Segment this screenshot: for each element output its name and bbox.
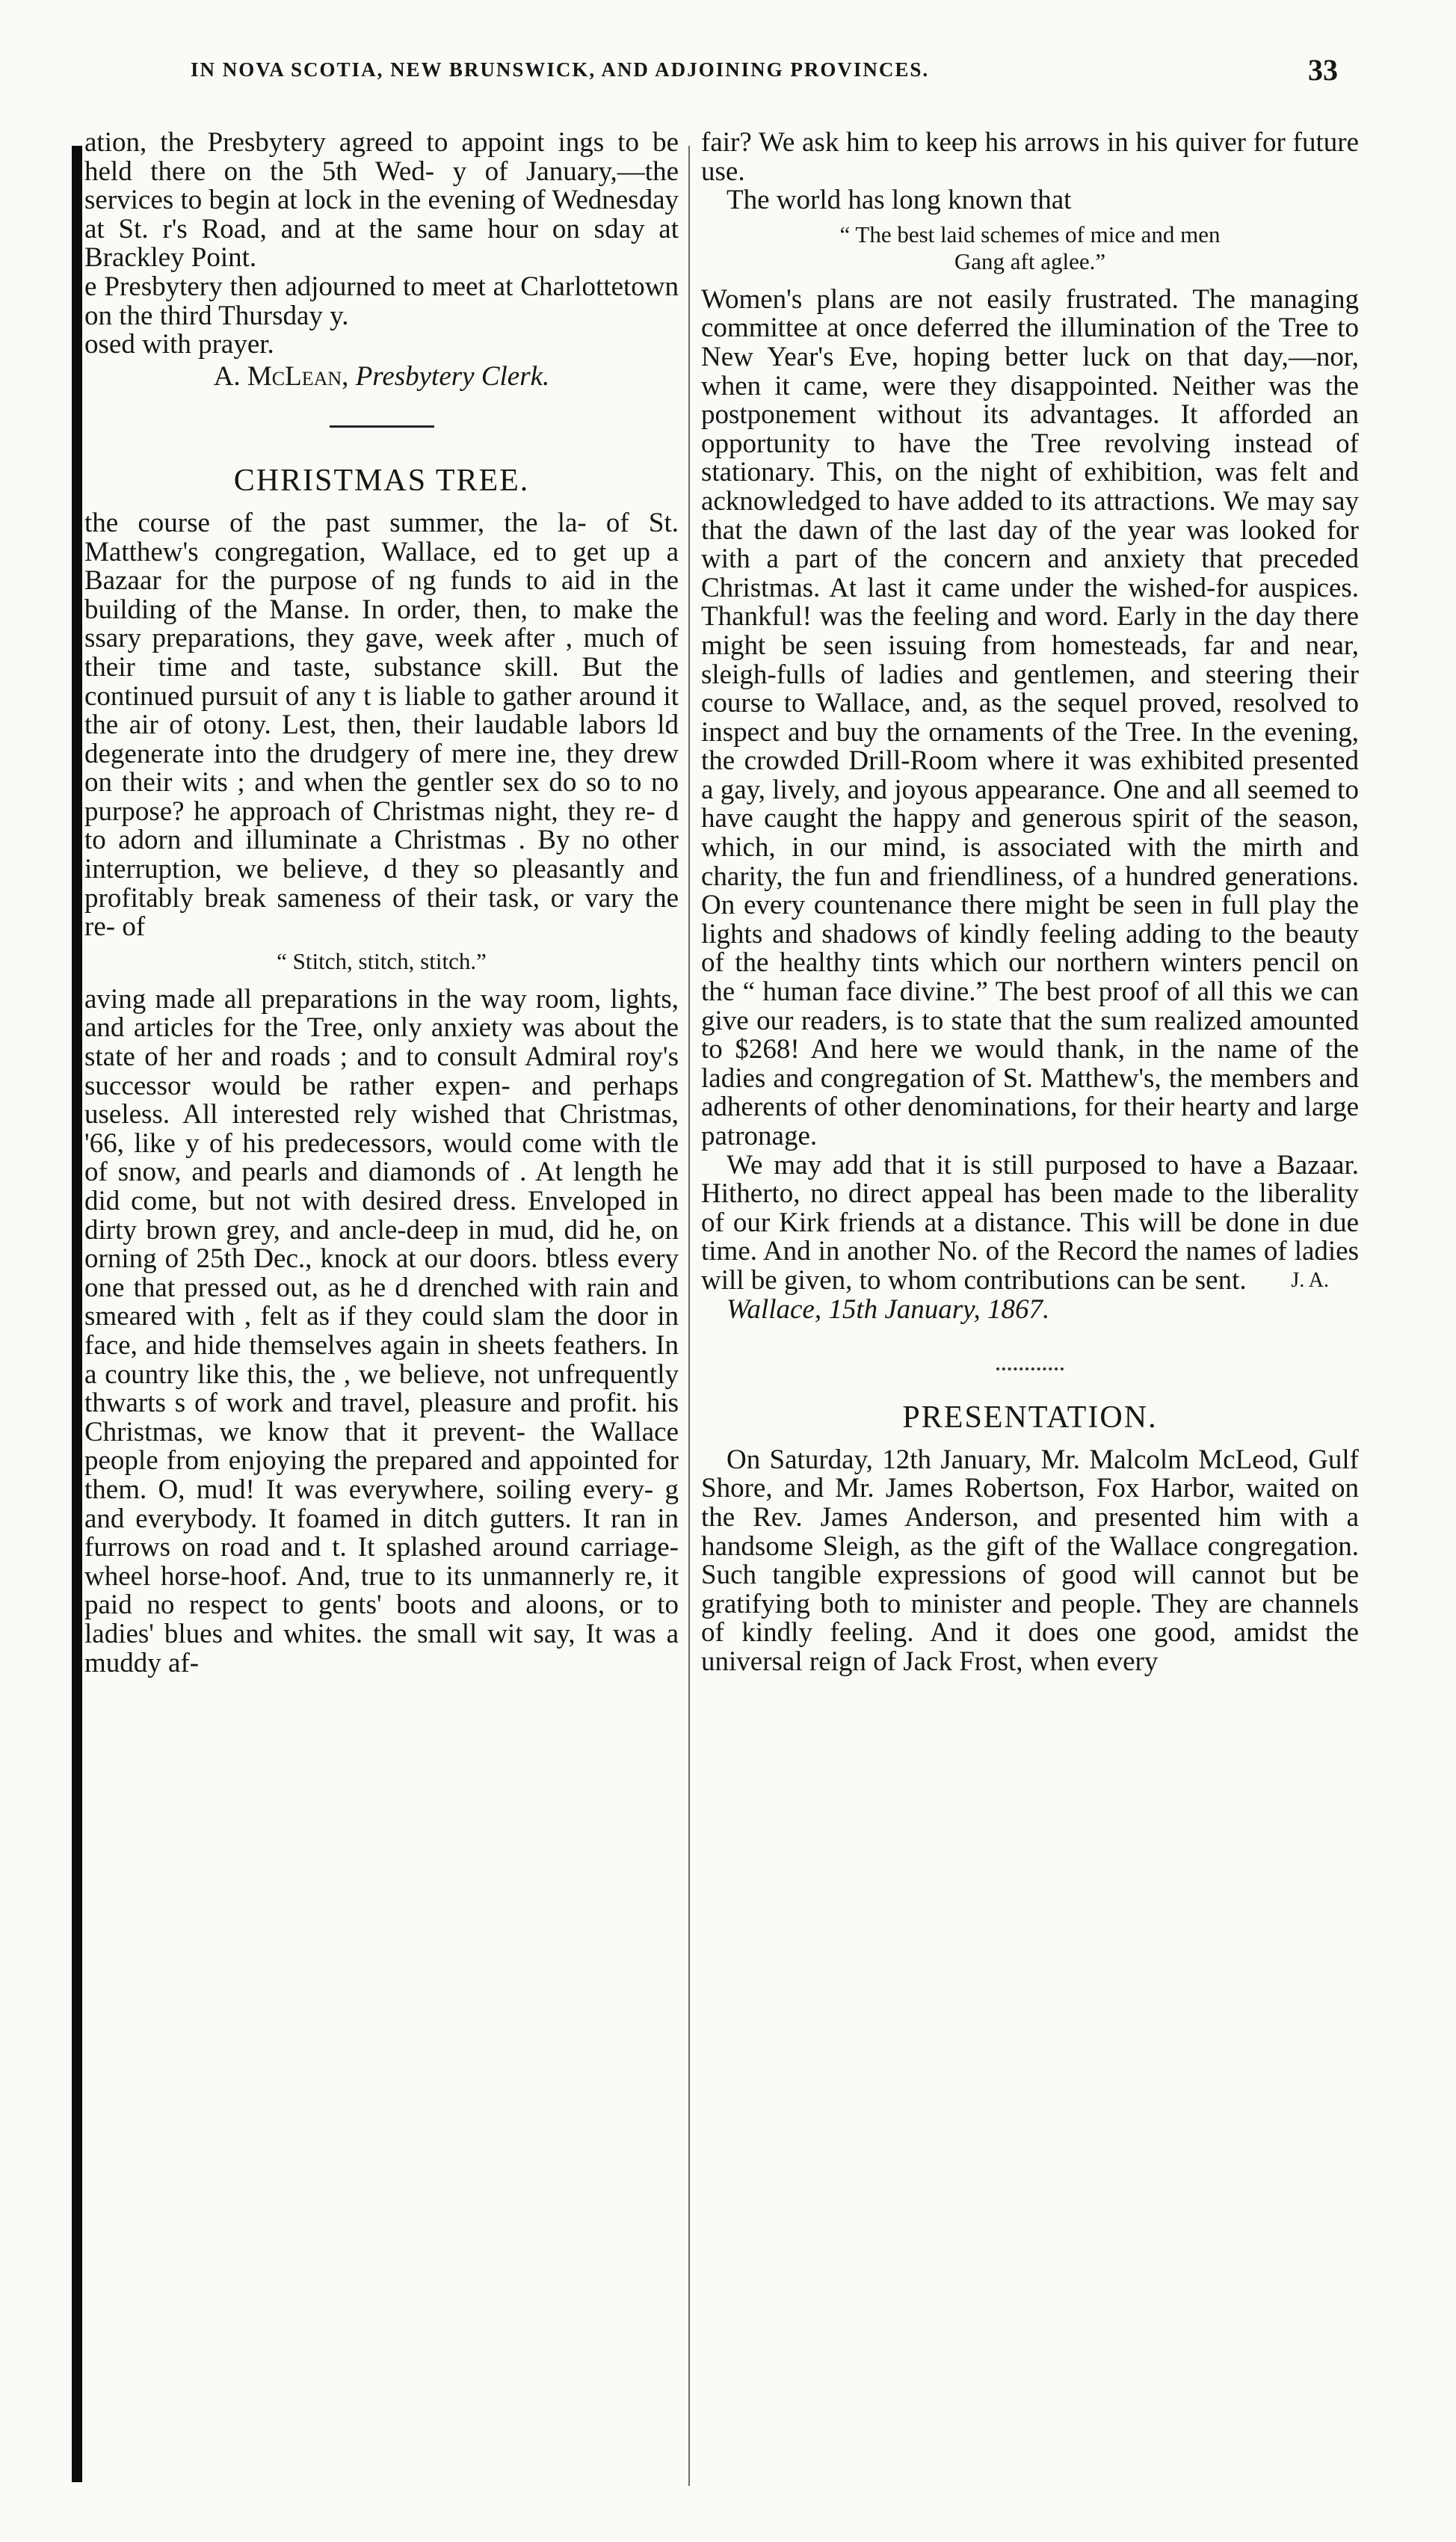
left-margin-bar	[72, 146, 82, 2482]
continuation-paragraph: fair? We ask him to keep his arrows in his quiver for future use.	[701, 129, 1359, 187]
bazaar-paragraph	[701, 1151, 1359, 1296]
right-column	[701, 129, 1359, 2499]
section-rule	[330, 425, 434, 428]
burns-quote-line-2: Gang aft aglee.”	[954, 247, 1106, 274]
burns-quote	[701, 221, 1359, 275]
left-column	[84, 129, 679, 2499]
christmas-tree-heading: CHRISTMAS TREE.	[233, 464, 530, 499]
stitch-quote: “ Stitch, stitch, stitch.”	[277, 947, 487, 974]
christmas-paragraph-1: the course of the past summer, the la- of St. Matthew's congregation, Wallace, ed to get up a Bazaar for the purpose of ng funds to aid in the building of the Manse. In order, then, to make the ssary preparations, they gave, week after , much of their time and taste, substance skill. But the continued pursuit of any t is liable to gather around it the air of otony. Lest, then, their laudable labors ld degenerate into the drudgery of mere ine, they drew on their wits ; and when the gentler sex do so to no purpose? he approach of Christmas night, they re- d to adorn and illuminate a Christmas . By no other interruption, we believe, d they so pleasantly and profitably break sameness of their task, or vary the re- of	[84, 507, 679, 943]
dateline: Wallace, 15th January, 1867.	[727, 1293, 1050, 1325]
signature-role: Presbytery Clerk.	[355, 360, 550, 392]
dotted-rule	[996, 1367, 1064, 1370]
running-title: IN NOVA SCOTIA, NEW BRUNSWICK, AND ADJOINING PROVINCES.	[191, 58, 930, 81]
presbytery-paragraph-3: osed with prayer.	[84, 329, 274, 360]
column-divider	[688, 146, 690, 2486]
presbytery-paragraph-1: ation, the Presbytery agreed to appoint ings to be held there on the 5th Wed- y of January,—the services to begin at lock in the evening of Wednesday at St. r's Road, and at the same hour on sday at Brackley Point.	[84, 129, 679, 274]
presbytery-paragraph-2: e Presbytery then adjourned to meet at Charlottetown on the third Thursday y.	[84, 271, 679, 331]
presentation-paragraph: On Saturday, 12th January, Mr. Malcolm McLeod, Gulf Shore, and Mr. James Robertson, Fox Harbor, waited on the Rev. James Anderson, and presented him with a handsome Sleigh, as the gift of the Wallace congregation. Such tangible expressions of good will cannot but be gratifying both to minister and people. They are channels of kindly feeling. And it does one good, amidst the universal reign of Jack Frost, when every	[701, 1444, 1359, 1677]
initials: J. A.	[1291, 1268, 1329, 1292]
world-known-line: The world has long known that	[727, 185, 1072, 216]
page-number: 33	[1308, 53, 1338, 87]
presentation-heading: PRESENTATION.	[902, 1400, 1158, 1435]
womens-plans-paragraph: Women's plans are not easily frustrated. The managing committee at once deferred the illumination of the Tree to New Year's Eve, hoping better luck on that day,—nor, when it came, were they disappointed. Neither was the postponement without its advantages. It afforded an opportunity to have the Tree revolving instead of stationary. This, on the night of exhibition, was felt and acknowledged to have added to its attractions. We may say that the dawn of the last day of the year was looked for with a part of the concern and anxiety that preceded Christmas. At last it came under the wished-for auspices. Thankful! was the feeling and word. Early in the day there might be seen issuing from homesteads, far and near, sleigh-fulls of ladies and gentlemen, and steering their course to Wallace, and, as the sequel proved, resolved to inspect and buy the ornaments of the Tree. In the evening, the crowded Drill-Room where it was exhibited presented a gay, lively, and joyous appearance. One and all seemed to have caught the happy and generous spirit of the season, which, in our mind, is associated with the mirth and charity, the fun and friendliness, of a hundred generations. On every countenance there might be seen in full play the lights and shadows of kindly feeling adding to the beauty of the healthy tints which our northern winters pencil on the “ human face divine.” The best proof of all this we can give our readers, is to state that the sum realized amounted to $268! And here we would thank, in the name of the ladies and congregation of St. Matthew's, the members and adherents of other denominations, for their hearty and large patronage.	[701, 283, 1359, 1151]
signature-name: A. McLean,	[213, 360, 349, 392]
bazaar-text: We may add that it is still purposed to have a Bazaar. Hitherto, no direct appeal has been made to the liberality of our Kirk friends at a distance. This will be done in due time. And in another No. of the Record the names of ladies will be given, to whom contributions can be sent.	[701, 1149, 1359, 1296]
christmas-paragraph-2: aving made all preparations in the way room, lights, and articles for the Tree, only anxiety was about the state of her and roads ; and to consult Admiral roy's successor would be rather expen- and perhaps useless. All interested rely wished that Christmas, '66, like y of his predecessors, would come with tle of snow, and pearls and diamonds of . At length he did come, but not with desired dress. Enveloped in dirty brown grey, and ancle-deep in mud, did he, on orning of 25th Dec., knock at our doors. btless every one that pressed out, as he d drenched with rain and smeared with , felt as if they could slam the door in face, and hide themselves again in sheets feathers. In a country like this, the , we believe, not unfrequently thwarts s of work and travel, pleasure and profit. his Christmas, we know that it prevent- the Wallace people from enjoying the prepared and appointed for them. O, mud! It was everywhere, soiling every- g and everybody. It foamed in ditch gutters. It ran in furrows on road and t. It splashed around carriage-wheel horse-hoof. And, true to its unmannerly re, it paid no respect to gents' boots and aloons, or to ladies' blues and whites. the small wit say, It was a muddy af-	[84, 983, 679, 1678]
presbytery-signature	[84, 360, 679, 392]
burns-quote-line-1: “ The best laid schemes of mice and men	[839, 221, 1221, 247]
